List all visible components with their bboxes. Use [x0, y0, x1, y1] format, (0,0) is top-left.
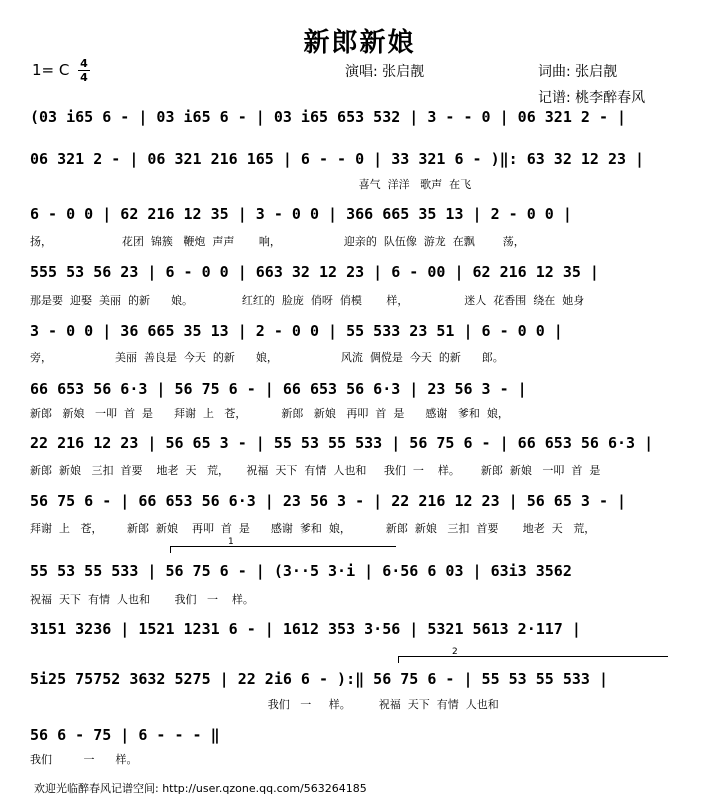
volta-1-label: 1 [228, 537, 234, 547]
volta-2-bracket [398, 656, 668, 657]
volta-2-label: 2 [452, 647, 458, 657]
notation-line-9: 55 53 55 533 | 56 75 6 - | (3··5 3·i | 6·56 6 03 | 63i3 3562 [30, 562, 572, 580]
notation-line-7: 22 216 12 23 | 56 65 3 - | 55 53 55 533 | 56 75 6 - | 66 653 56 6·3 | [30, 434, 654, 452]
lyric-line-6: 新郎 新娘 一叩 首 是 拜谢 上 苍， 新郎 新娘 再叩 首 是 感谢 爹和 娘， [30, 407, 509, 420]
lyric-line-7: 新郎 新娘 三扣 首要 地老 天 荒， 祝福 天下 有情 人也和 我们 一 样。 新郎 新娘 一叩 首 是 [30, 464, 601, 477]
lyric-line-5: 旁， 美丽 善良是 今天 的新 娘， 风流 倜傥是 今天 的新 郎。 [30, 351, 504, 364]
notation-line-6: 66 653 56 6·3 | 56 75 6 - | 66 653 56 6·3 | 23 56 3 - | [30, 380, 527, 398]
notation-line-11: 5i25 75752 3632 5275 | 22 2i6 6 - ):‖ 56 75 6 - | 55 53 55 533 | [30, 670, 608, 688]
time-signature-top: 4 [80, 57, 88, 70]
transcriber-credit: 记谱: 桃李醉春风 [538, 90, 646, 106]
notation-line-10: 3151 3236 | 1521 1231 6 - | 1612 353 3·56 | 5321 5613 2·117 | [30, 620, 581, 638]
volta-2-tick [398, 656, 399, 663]
notation-line-12: 56 6 - 75 | 6 - - - ‖ [30, 726, 220, 744]
notation-line-4: 555 53 56 23 | 6 - 0 0 | 663 32 12 23 | 6 - 00 | 62 216 12 35 | [30, 263, 599, 281]
notation-line-3: 6 - 0 0 | 62 216 12 35 | 3 - 0 0 | 366 665 35 13 | 2 - 0 0 | [30, 205, 572, 223]
time-signature-bottom: 4 [80, 71, 88, 84]
lyric-line-8: 拜谢 上 苍， 新郎 新娘 再叩 首 是 感谢 爹和 娘， 新郎 新娘 三扣 首要 地老 天 荒， [30, 522, 596, 535]
notation-line-1: (03 i65 6 - | 03 i65 6 - | 03 i65 653 532 | 3 - - 0 | 06 321 2 - | [30, 108, 627, 126]
notation-line-2: 06 321 2 - | 06 321 216 165 | 6 - - 0 | 33 321 6 - )‖: 63 32 12 23 | [30, 150, 645, 168]
lyric-line-11: 我们 一 样。 祝福 天下 有情 人也和 [30, 698, 499, 711]
lyricist-credit: 词曲: 张启靓 [538, 64, 618, 80]
volta-1-bracket [170, 546, 396, 547]
lyric-line-2: 喜气 洋洋 歌声 在飞 [30, 178, 472, 191]
lyric-line-3: 扬， 花团 锦簇 鞭炮 声声 响， 迎亲的 队伍像 游龙 在飘 荡， [30, 235, 525, 248]
notation-line-5: 3 - 0 0 | 36 665 35 13 | 2 - 0 0 | 55 533 23 51 | 6 - 0 0 | [30, 322, 563, 340]
time-signature [78, 58, 90, 83]
lyric-line-4: 那是要 迎娶 美丽 的新 娘。 红红的 脸庞 俏呀 俏模 样， 迷人 花香围 绕在 她身 [30, 294, 585, 307]
key-signature: 1= C [32, 61, 70, 79]
footer-credit: 欢迎光临醉春风记谱空间: http://user.qzone.qq.com/563264185 [34, 782, 367, 795]
lyric-line-9: 祝福 天下 有情 人也和 我们 一 样。 [30, 593, 254, 606]
lyric-line-12: 我们 一 样。 [30, 753, 138, 766]
notation-line-8: 56 75 6 - | 66 653 56 6·3 | 23 56 3 - | 22 216 12 23 | 56 65 3 - | [30, 492, 627, 510]
volta-1-tick [170, 546, 171, 553]
singer-credit: 演唱: 张启靓 [345, 64, 425, 80]
song-title: 新郎新娘 [303, 28, 416, 58]
